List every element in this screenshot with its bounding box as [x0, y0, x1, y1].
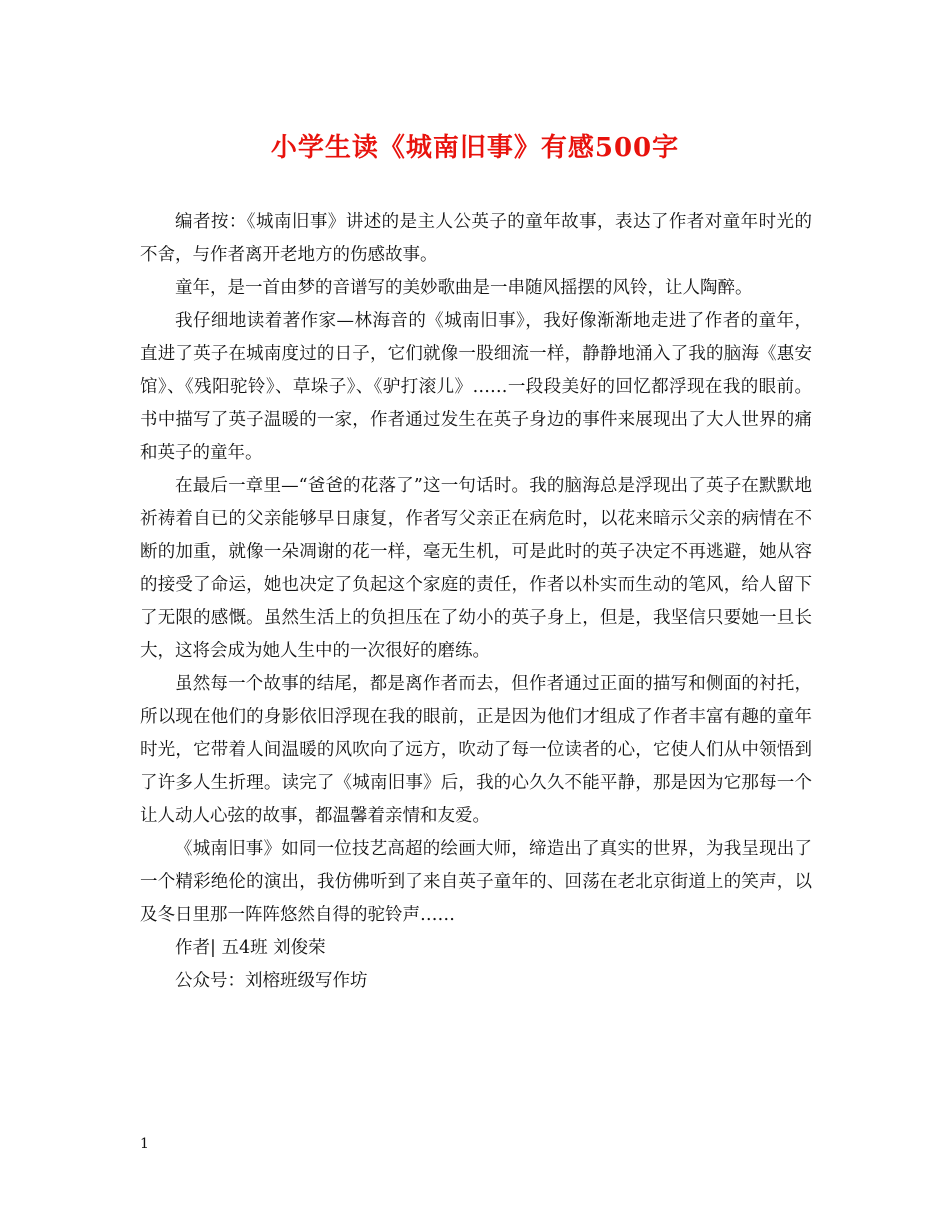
- document-body: [140, 206, 812, 998]
- paragraph-conclusion: 《城南旧事》如同一位技艺高超的绘画大师，缔造出了真实的世界，为我呈现出了一个精彩绝伦的演出，我仿佛听到了来自英子童年的、回荡在老北京街道上的笑声，以及冬日里那一阵阵悠然自得的驼铃声……: [140, 839, 812, 925]
- author-line: 作者| 五4班 刘俊荣: [175, 938, 326, 958]
- paragraph-editor-note: 编者按：《城南旧事》讲述的是主人公英子的童年故事，表达了作者对童年时光的不舍，与作者离开老地方的伤感故事。: [140, 212, 812, 265]
- paragraph-childhood: 童年，是一首由梦的音谱写的美妙歌曲是一串随风摇摆的风铃，让人陶醉。: [175, 278, 753, 298]
- public-account-line: 公众号：刘榕班级写作坊: [175, 971, 368, 991]
- paragraph-endings: 虽然每一个故事的结尾，都是离作者而去，但作者通过正面的描写和侧面的衬托，所以现在他们的身影依旧浮现在我的眼前，正是因为他们才组成了作者丰富有趣的童年时光，它带着人间温暖的风吹向了远方，吹动了每一位读者的心，它使人们从中领悟到了许多人生折理。读完了《城南旧事》后，我的心久久不能平静，那是因为它那每一个让人动人心弦的故事，都温馨着亲情和友爱。: [140, 674, 812, 826]
- page-number: 1: [140, 1136, 149, 1152]
- paragraph-last-chapter: 在最后一章里—“爸爸的花落了”这一句话时。我的脑海总是浮现出了英子在默默地祈祷着自已的父亲能够早日康复，作者写父亲正在病危时，以花来暗示父亲的病情在不断的加重，就像一朵凋谢的花一样，毫无生机，可是此时的英子决定不再逃避，她从容的接受了命运，她也决定了负起这个家庭的责任，作者以朴实而生动的笔风，给人留下了无限的感慨。虽然生活上的负担压在了幼小的英子身上，但是，我坚信只要她一旦长大，这将会成为她人生中的一次很好的磨练。: [140, 476, 812, 661]
- document-title: 小学生读《城南旧事》有感500字: [270, 133, 680, 163]
- paragraph-reading: 我仔细地读着著作家—林海音的《城南旧事》，我好像渐渐地走进了作者的童年，直进了英子在城南度过的日子，它们就像一股细流一样，静静地涌入了我的脑海《惠安馆》、《残阳驼铃》、草垛子》、《驴打滚儿》……一段段美好的回忆都浮现在我的眼前。书中描写了英子温暖的一家，作者通过发生在英子身边的事件来展现出了大人世界的痛和英子的童年。: [140, 311, 812, 463]
